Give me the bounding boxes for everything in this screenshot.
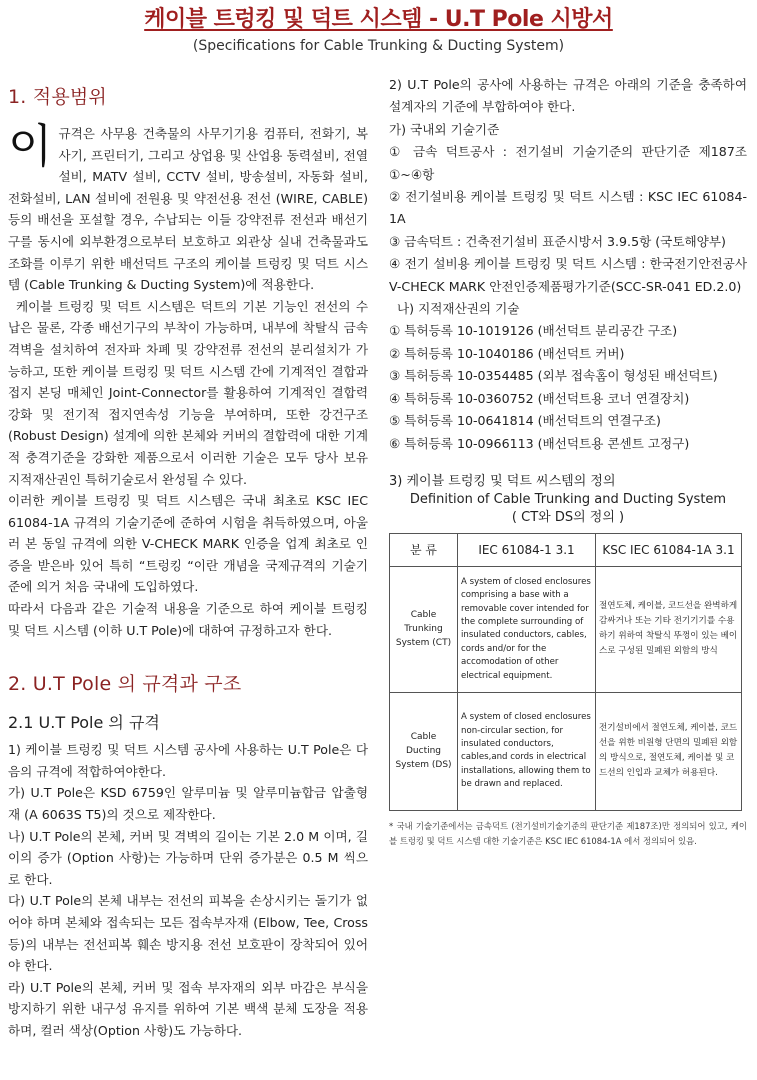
patent-item: ③ 특허등록 10-0354485 (외부 접속홈이 형성된 배선덕트) xyxy=(389,368,718,384)
definition-block xyxy=(389,473,747,527)
footnote: * 국내 기술기준에서는 금속덕트 (전기설비기술기준의 판단기준 제187조)만 정의되어 있고, 케이블 트렁킹 및 덕트 시스템 대한 기술기준은 KSC IEC 61084-1A 에서 정의되어 있음. xyxy=(389,820,747,846)
standard-item: ④ 전기 설비용 케이블 트렁킹 및 덕트 시스템 : 한국전기안전공사 V-CHECK MARK 안전인증제품평가기준(SCC-SR-041 ED.2.0) xyxy=(389,256,747,294)
standard-item: ③ 금속덕트 : 건축전기설비 표준시방서 3.9.5항 (국토해양부) xyxy=(389,233,726,249)
table-cell-iec: A system of closed enclosures comprising a base with a removable cover intended for the complete surrounding of insulated conductors, cables, cords and/or for the accomodation of other electrical equipment. xyxy=(458,566,596,692)
table-header: KSC IEC 61084-1A 3.1 xyxy=(596,533,742,566)
patents-heading: 나) 지적재산권의 기술 xyxy=(397,301,520,317)
definition-title-ko: ( CT와 DS의 정의 ) xyxy=(511,509,625,525)
patent-item: ④ 특허등록 10-0360752 (배선덕트용 코너 연결장치) xyxy=(389,390,690,406)
table-header: IEC 61084-1 3.1 xyxy=(458,533,596,566)
patent-item: ① 특허등록 10-1019126 (배선덕트 분리공간 구조) xyxy=(389,323,678,339)
left-column xyxy=(8,82,368,1042)
table-cell-iec: A system of closed enclosures non-circular section, for insulated conductors, cables,and cords in electrical installations, allowing them to be drawn and replaced. xyxy=(458,692,596,810)
patent-item: ⑥ 특허등록 10-0966113 (배선덕트용 콘센트 고정구) xyxy=(389,435,690,451)
spec-list xyxy=(8,739,368,1041)
domestic-standards-heading: 가) 국내외 기술기준 xyxy=(389,121,500,137)
spec-item: 나) U.T Pole의 본체, 커버 및 격벽의 길이는 기본 2.0 M 이며, 길이의 증가 (Option 사항)는 가능하며 단위 증가분은 0.5 M 씩으로 한다. xyxy=(8,828,368,887)
standard-item: ② 전기설비용 케이블 트렁킹 및 덕트 시스템 : KSC IEC 61084-1A xyxy=(389,189,747,227)
page-title: 케이블 트렁킹 및 덕트 시스템 - U.T Pole 시방서 xyxy=(144,7,613,32)
section-1-para-3: 이러한 케이블 트렁킹 및 덕트 시스템은 국내 최초로 KSC IEC 61084-1A 규격의 기술기준에 준하여 시험을 취득하였으며, 아울러 본 동일 규격에 의한 V-CHECK MARK 인증을 업계 최초로 인증을 받은바 있어 특히 “트렁킹 “이란 개념을 국제규격의 기술기준에 의거 처음 국내에 도입하였다. xyxy=(8,493,368,595)
section-2-1-heading: 2.1 U.T Pole 의 규격 xyxy=(8,713,160,733)
section-2-heading: 2. U.T Pole 의 규격과 구조 xyxy=(8,673,242,696)
table-row xyxy=(390,692,742,810)
right-column xyxy=(389,74,747,849)
standards-intro: 2) U.T Pole의 공사에 사용하는 규격은 아래의 기준을 충족하여 설계자의 기준에 부합하여야 한다. xyxy=(389,77,747,115)
section-1-para-4: 따라서 다음과 같은 기술적 내용을 기준으로 하여 케이블 트렁킹 및 덕트 시스템 (이하 U.T Pole)에 대하여 규정하고자 한다. xyxy=(8,601,368,638)
definition-table xyxy=(389,533,742,811)
table-cell-ksc: 절연도체, 케이블, 코드선을 완벽하게 감싸거나 또는 기타 전기기기를 수용하기 위하여 착탈식 뚜껑이 있는 베이스로 구성된 밀폐된 외함의 방식 xyxy=(596,566,742,692)
spec-item: 가) U.T Pole은 KSD 6759인 알루미늄 및 알루미늄합금 압출형재 (A 6063S T5)의 것으로 제작한다. xyxy=(8,785,368,823)
table-cell-name: Cable Trunking System (CT) xyxy=(390,566,458,692)
table-cell-ksc: 전기설비에서 절연도체, 케이블, 코드선을 위한 비원형 단면의 밀폐된 외함의 방식으로, 절연도체, 케이블 및 코드선의 인입과 교체가 허용된다. xyxy=(596,692,742,810)
section-1-heading: 1. 적용범위 xyxy=(8,86,107,108)
section-1-para-2: 케이블 트렁킹 및 덕트 시스템은 덕트의 기본 기능인 전선의 수납은 물론, 각종 배선기구의 부착이 가능하며, 내부에 착탈식 금속격벽을 설치하여 전자파 차폐 및 강약전류 전선의 분리설치가 가능하고, 또한 케이블 트렁킹 및 덕트 시스템 간에 기계적인 결합과 접지 본딩 매체인 Joint-Connector를 활용하여 기계적인 결합력 강화 및 전기적 접지연속성 기능을 부여하며, 또한 강건구조 (Robust Design) 설계에 의한 본체와 커버의 결합력에 대한 기계적 충격기준을 강화한 제품으로서 이러한 기술은 모두 당사 보유 지적재산권인 특허기술로서 완성될 수 있다. xyxy=(8,298,368,487)
patent-item: ② 특허등록 10-1040186 (배선덕트 커버) xyxy=(389,345,625,361)
definition-title-en: Definition of Cable Trunking and Ducting System xyxy=(409,491,727,507)
spec-item: 라) U.T Pole의 본체, 커버 및 접속 부자재의 외부 마감은 부식을 방지하기 위한 내구성 유지를 위하여 기본 백색 분체 도장을 적용하며, 컬러 색상(Option 사항)도 가능하다. xyxy=(8,979,368,1038)
patent-item: ⑤ 특허등록 10-0641814 (배선덕트의 연결구조) xyxy=(389,413,661,429)
standard-item: ① 금속 덕트공사 : 전기설비 기술기준의 판단기준 제187조 ①~④항 xyxy=(389,144,747,182)
section-1-para-1: 규격은 사무용 건축물의 사무기기용 컴퓨터, 전화기, 복사기, 프린터기, 그리고 상업용 및 산업용 동력설비, 전열설비, MATV 설비, CCTV 설비, 방송설비, 자동화 설비, 전화설비, LAN 설비에 전원용 및 약전선용 전선 (WIRE, CABLE) 등의 배선을 포설할 경우, 수납되는 이들 강약전류 전선과 배선기구를 동시에 외부환경으로부터 보호하고 외관상 실내 건축물과도 조화를 이루기 위한 배선덕트 구조의 케이블 트렁킹 및 덕트 시스템 (Cable Trunking & Ducting System)에 적용한다. xyxy=(8,126,368,293)
spec-item: 다) U.T Pole의 본체 내부는 전선의 피복을 손상시키는 돌기가 없어야 하며 본체와 접속되는 모든 접속부자재 (Elbow, Tee, Cross 등)의 내부는 전선피복 훼손 방지용 전선 보호판이 장착되어 있어야 한다. xyxy=(8,893,368,974)
table-header-row xyxy=(390,533,742,566)
drop-cap: 이 xyxy=(8,119,53,173)
table-header: 분 류 xyxy=(390,533,458,566)
table-cell-name: Cable Ducting System (DS) xyxy=(390,692,458,810)
section-1-body xyxy=(8,119,368,296)
page-subtitle: (Specifications for Cable Trunking & Ducting System) xyxy=(192,38,565,54)
definition-heading: 3) 케이블 트렁킹 및 덕트 씨스템의 정의 xyxy=(389,473,616,489)
spec-item: 1) 케이블 트렁킹 및 덕트 시스템 공사에 사용하는 U.T Pole은 다음의 규격에 적합하여야한다. xyxy=(8,742,368,779)
table-row xyxy=(390,566,742,692)
